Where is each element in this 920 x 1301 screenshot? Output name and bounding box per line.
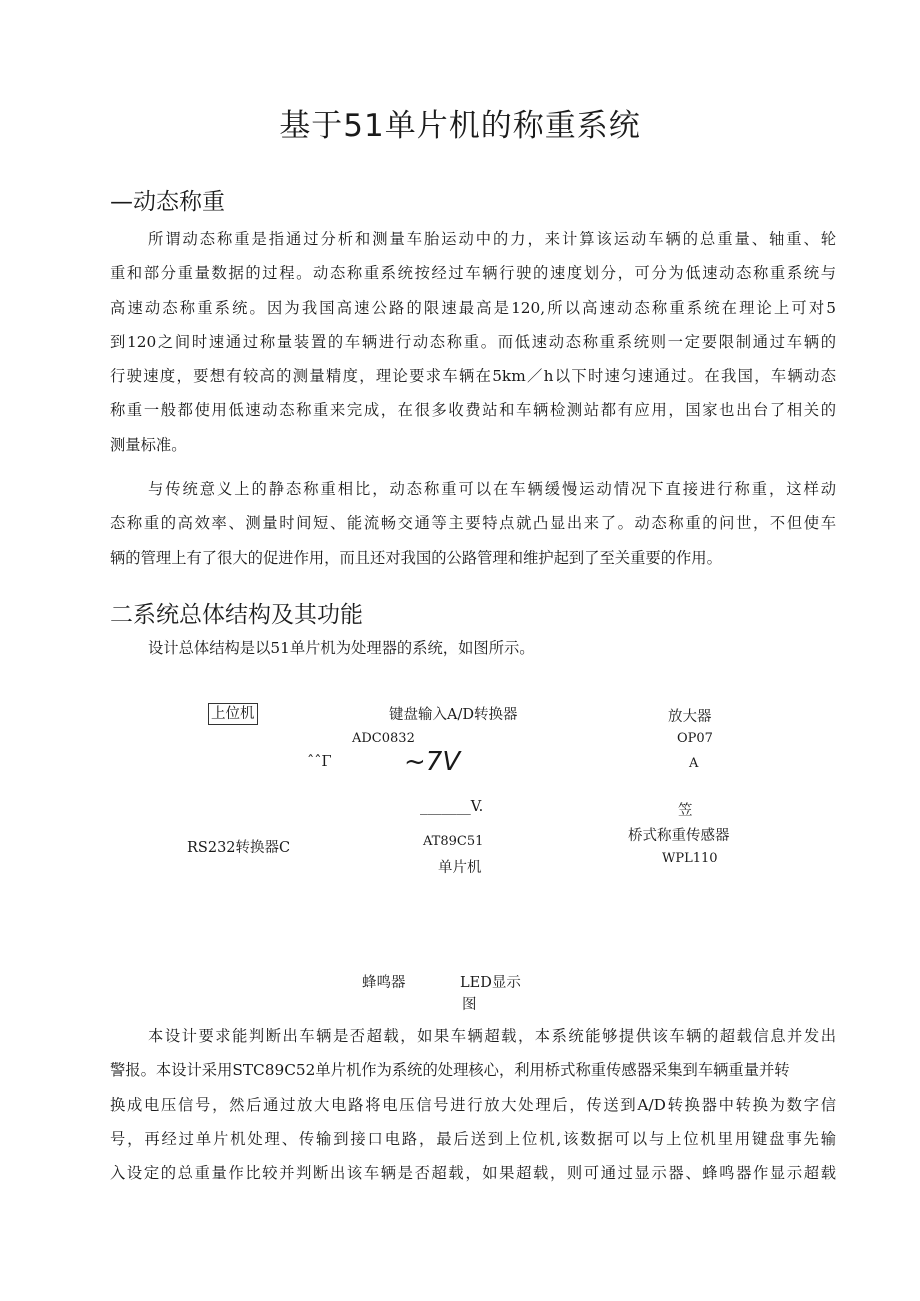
diagram-glyph-li: 笠 — [678, 803, 693, 819]
diagram-mcu: 单片机 — [438, 860, 482, 876]
diagram-host-pc: 上位机 — [208, 703, 258, 725]
paragraph-line: 与传统意义上的静态称重相比，动态称重可以在车辆缓慢运动情况下直接进行称重，这样动 — [148, 480, 836, 498]
structure-intro: 设计总体结构是以51单片机为处理器的系统，如图所示。 — [148, 639, 535, 657]
paragraph-line: 到120之间时速通过称量装置的车辆进行动态称重。而低速动态称重系统则一定要限制通过车辆的 — [110, 332, 836, 351]
paragraph-line: 称重一般都使用低速动态称重来完成，在很多收费站和车辆检测站都有应用，国家也出台了相关的 — [110, 401, 836, 420]
page-title: 基于51单片机的称重系统 — [279, 108, 641, 144]
paragraph-line: 测量标准。 — [110, 435, 187, 454]
paragraph-line: 重和部分重量数据的过程。动态称重系统按经过车辆行驶的速度划分，可分为低速动态称重系统与 — [110, 264, 836, 283]
paragraph-line: 号，再经过单片机处理、传输到接口电路，最后送到上位机,该数据可以与上位机里用键盘事先输 — [110, 1129, 836, 1148]
paragraph-dynamic-weighing-definition — [110, 222, 836, 462]
paragraph-design-description — [110, 1019, 836, 1190]
paragraph-line: 所谓动态称重是指通过分析和测量车胎运动中的力，来计算该运动车辆的总重量、轴重、轮 — [148, 230, 836, 248]
diagram-glyph-mid: ~7V — [404, 747, 461, 777]
paragraph-line: 警报。本设计采用STC89C52单片机作为系统的处理核心，利用桥式称重传感器采集到车辆重量并转 — [110, 1061, 790, 1080]
diagram-glyph-a: A — [689, 756, 699, 771]
diagram-rs232: RS232转换器C — [187, 840, 291, 856]
paragraph-line: 入设定的总重量作比较并判断出该车辆是否超载，如果超载，则可通过显示器、蜂鸣器作显示超载 — [110, 1164, 836, 1183]
paragraph-comparison — [110, 472, 836, 575]
paragraph-line: 高速动态称重系统。因为我国高速公路的限速最高是120,所以高速动态称重系统在理论上可对5 — [110, 298, 836, 317]
diagram-caption: 图 — [462, 997, 477, 1013]
diagram-sensor-model: WPL110 — [662, 851, 718, 866]
diagram-glyph-left: ˆˆΓ — [307, 754, 332, 770]
paragraph-line: 本设计要求能判断出车辆是否超载，如果车辆超载，本系统能够提供该车辆的超载信息并发出 — [148, 1027, 836, 1045]
diagram-adc-model: ADC0832 — [352, 731, 415, 746]
paragraph-line: 态称重的高效率、测量时间短、能流畅交通等主要特点就凸显出来了。动态称重的问世，不但使车 — [110, 514, 836, 533]
paragraph-line: 换成电压信号，然后通过放大电路将电压信号进行放大处理后，传送到A/D转换器中转换为数字信 — [110, 1095, 836, 1114]
diagram-line-v: _______V. — [420, 799, 484, 815]
diagram-amp-model: OP07 — [677, 731, 713, 746]
paragraph-line: 行驶速度，要想有较高的测量精度，理论要求车辆在5km／h以下时速匀速通过。在我国，车辆动态 — [110, 367, 836, 386]
diagram-amplifier: 放大器 — [668, 709, 712, 725]
diagram-buzzer: 蜂鸣器 — [362, 975, 406, 991]
paragraph-line: 辆的管理上有了很大的促进作用，而且还对我国的公路管理和维护起到了至关重要的作用。 — [110, 548, 722, 567]
section-heading-dynamic-weighing: —动态称重 — [110, 189, 225, 215]
diagram-led-display: LED显示 — [460, 975, 521, 991]
section-heading-system-structure: 二系统总体结构及其功能 — [110, 602, 363, 628]
diagram-mcu-model: AT89C51 — [423, 834, 484, 849]
diagram-sensor: 桥式称重传感器 — [628, 828, 730, 844]
diagram-keyboard-adc: 键盘输入A/D转换器 — [389, 707, 518, 723]
